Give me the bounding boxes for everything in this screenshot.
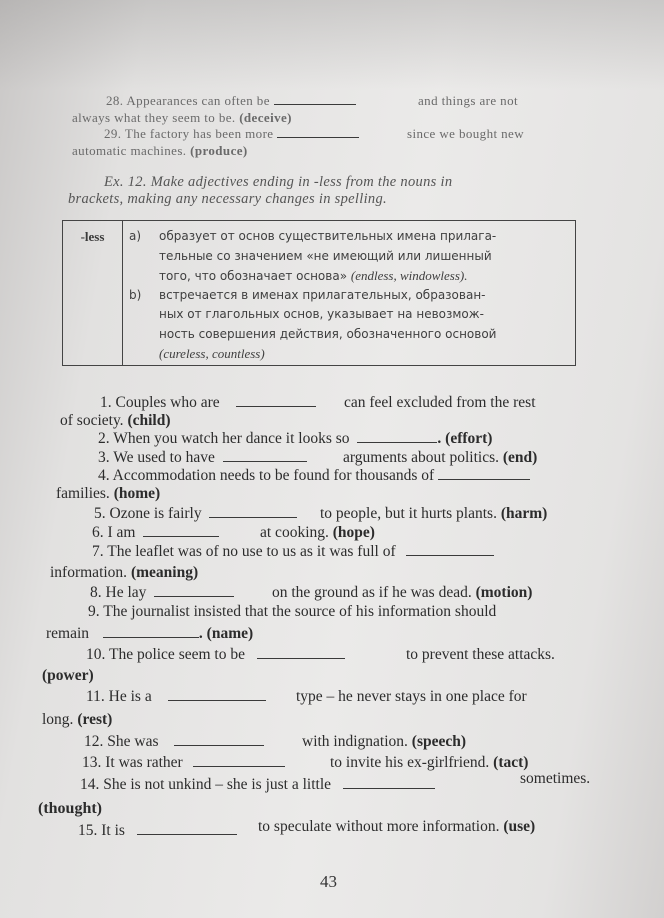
rule-a-line1 xyxy=(129,227,569,247)
sentence-text: 13. It was rather xyxy=(82,754,183,771)
answer-blank xyxy=(257,657,345,659)
exercise-heading-line2: brackets, making any necessary changes in spelling. xyxy=(68,191,387,207)
base-word: (tact) xyxy=(493,754,529,771)
answer-blank xyxy=(223,460,307,462)
item-29-line1b xyxy=(407,125,524,143)
sentence-text: can feel excluded from the rest xyxy=(344,394,536,411)
rule-a-line2 xyxy=(129,247,569,267)
answer-blank xyxy=(174,744,264,746)
rules-table xyxy=(62,220,576,366)
sentence-14-word: (thought) xyxy=(38,800,103,817)
answer-blank xyxy=(154,595,234,597)
rule-a-mark: a) xyxy=(129,229,142,243)
sentence-1-cont xyxy=(344,394,536,412)
item-28-text-a: 28. Appearances can often be xyxy=(106,93,270,108)
sentence-7-line2 xyxy=(50,564,198,582)
sentence-5 xyxy=(94,505,297,523)
rule-a-text: образует от основ существительных имена прилага- xyxy=(159,229,497,243)
sentence-text: remain xyxy=(46,625,90,642)
base-word: (child) xyxy=(127,412,171,429)
answer-blank xyxy=(143,535,219,537)
sentence-text: information. xyxy=(50,564,128,581)
rule-b-line2 xyxy=(129,305,569,325)
item-28-text-c: always what they seem to be. xyxy=(72,110,236,125)
exercise-heading-line1: Ex. 12. Make adjectives ending in -less from the nouns in xyxy=(104,174,453,190)
sentence-12-cont xyxy=(302,733,466,751)
rule-b-line4 xyxy=(129,344,569,364)
sentence-11-cont xyxy=(296,688,527,706)
answer-blank xyxy=(193,765,285,767)
answer-blank xyxy=(438,478,530,480)
sentence-15-cont xyxy=(258,818,535,836)
sentence-text: 14. She is not unkind – she is just a little xyxy=(80,776,332,793)
rule-a-line3 xyxy=(129,266,569,286)
sentence-6-cont xyxy=(260,524,375,542)
sentence-1-line2 xyxy=(60,412,171,430)
answer-blank xyxy=(406,554,494,556)
sentence-text: 2. When you watch her dance it looks so xyxy=(98,430,350,447)
sentence-text: with indignation. xyxy=(302,733,408,750)
rule-a-text: того, что обозначает основа» xyxy=(159,269,348,283)
page-number: 43 xyxy=(320,872,337,891)
sentence-7 xyxy=(92,543,494,561)
sentence-text: 7. The leaflet was of no use to us as it was full of xyxy=(92,543,396,560)
base-word: (harm) xyxy=(500,505,548,522)
base-word: (meaning) xyxy=(130,564,199,581)
rule-a-text-last xyxy=(159,266,468,287)
rule-b-mark: b) xyxy=(129,287,142,302)
sentence-8 xyxy=(90,584,234,602)
item-28-line1b xyxy=(418,92,518,110)
sentence-text: 4. Accommodation needs to be found for thousands of xyxy=(98,467,435,484)
item-29-word: (produce) xyxy=(190,143,248,158)
sentence-1 xyxy=(100,394,316,412)
sentence-text: at cooking. xyxy=(260,524,329,541)
sentence-text: 1. Couples who are xyxy=(100,394,220,411)
rule-b-text: ность совершения действия, обозначенного основой xyxy=(159,326,497,341)
sentence-text: 6. I am xyxy=(92,524,136,541)
item-29-text-b: since we bought new xyxy=(407,126,524,141)
sentence-6 xyxy=(92,524,219,542)
item-28-line1 xyxy=(106,92,356,110)
base-word: . (name) xyxy=(198,625,254,642)
item-29-line1 xyxy=(104,125,359,143)
answer-blank xyxy=(236,405,316,407)
sentence-text: to prevent these attacks. xyxy=(406,646,555,663)
suffix-cell xyxy=(63,221,123,365)
sentence-4 xyxy=(98,467,530,485)
item-28-text-b: and things are not xyxy=(418,93,518,108)
sentence-12 xyxy=(84,733,264,751)
sentence-text: on the ground as if he was dead. xyxy=(272,584,472,601)
item-29-text-a: 29. The factory has been more xyxy=(104,126,274,141)
sentence-2 xyxy=(98,430,492,448)
sentence-10-word: (power) xyxy=(42,667,94,684)
sentence-15 xyxy=(78,822,237,840)
rule-b-examples: (cureless, countless) xyxy=(159,346,265,361)
answer-blank xyxy=(103,636,199,638)
sentence-3 xyxy=(98,449,307,467)
rule-b-line1 xyxy=(129,286,569,306)
sentence-text: sometimes. xyxy=(520,770,591,787)
sentence-10 xyxy=(86,646,345,664)
sentence-text: 12. She was xyxy=(84,733,159,750)
base-word: (motion) xyxy=(475,584,533,601)
sentence-text: 8. He lay xyxy=(90,584,147,601)
base-word: . (effort) xyxy=(437,430,493,447)
rule-b-text: встречается в именах прилагательных, образован- xyxy=(159,287,486,302)
sentence-8-cont xyxy=(272,584,532,602)
sentence-14-cont xyxy=(520,770,590,788)
sentence-11 xyxy=(86,688,266,706)
rule-a-examples: (endless, windowless). xyxy=(350,268,468,283)
sentence-text: 10. The police seem to be xyxy=(86,646,245,663)
rule-b-text: ных от глагольных основ, указывает на невозмож- xyxy=(159,307,484,321)
rules-cell xyxy=(129,227,569,364)
sentence-9-line2 xyxy=(46,625,253,643)
base-word: (end) xyxy=(502,449,538,466)
sentence-text: 11. He is a xyxy=(86,688,152,705)
sentence-9 xyxy=(88,603,496,621)
item-29-text-c: automatic machines. xyxy=(72,143,187,158)
sentence-3-cont xyxy=(343,449,537,467)
sentence-text: 9. The journalist insisted that the source of his information should xyxy=(88,603,497,620)
answer-blank xyxy=(343,787,435,789)
sentence-13-cont xyxy=(330,754,528,772)
answer-blank xyxy=(168,699,266,701)
rule-a-text: тельные со значением «не имеющий или лишенный xyxy=(159,248,492,263)
sentence-text: to invite his ex-girlfriend. xyxy=(330,754,490,771)
item-29-line2 xyxy=(72,142,248,160)
sentence-text: families. xyxy=(56,485,110,502)
sentence-14 xyxy=(80,776,435,794)
page-shadow xyxy=(0,0,664,90)
sentence-5-cont xyxy=(320,505,547,523)
sentence-13 xyxy=(82,754,285,772)
sentence-text: to speculate without more information. xyxy=(258,818,500,835)
sentence-text: 5. Ozone is fairly xyxy=(94,505,202,522)
sentence-text: to people, but it hurts plants. xyxy=(320,505,497,522)
sentence-text: long. xyxy=(42,711,74,728)
sentence-text: arguments about politics. xyxy=(343,449,499,466)
rule-b-line3 xyxy=(129,325,569,345)
item-28-word: (deceive) xyxy=(239,110,292,125)
base-word: (use) xyxy=(503,818,536,835)
base-word: (hope) xyxy=(332,524,375,541)
base-word: (rest) xyxy=(77,711,113,728)
base-word: (speech) xyxy=(411,733,467,750)
answer-blank xyxy=(209,516,297,518)
base-word: (home) xyxy=(113,485,161,502)
sentence-10-cont xyxy=(406,646,555,664)
sentence-text: of society. xyxy=(60,412,124,429)
sentence-11-line2 xyxy=(42,711,112,729)
item-28-blank xyxy=(274,103,356,105)
sentence-4-line2 xyxy=(56,485,160,503)
sentence-text: type – he never stays in one place for xyxy=(296,688,527,705)
sentence-text: 3. We used to have xyxy=(98,449,215,466)
sentence-text: 15. It is xyxy=(78,822,125,839)
answer-blank xyxy=(357,441,437,443)
answer-blank xyxy=(137,833,237,835)
item-29-blank xyxy=(277,136,359,138)
suffix-label: -less xyxy=(80,229,105,244)
